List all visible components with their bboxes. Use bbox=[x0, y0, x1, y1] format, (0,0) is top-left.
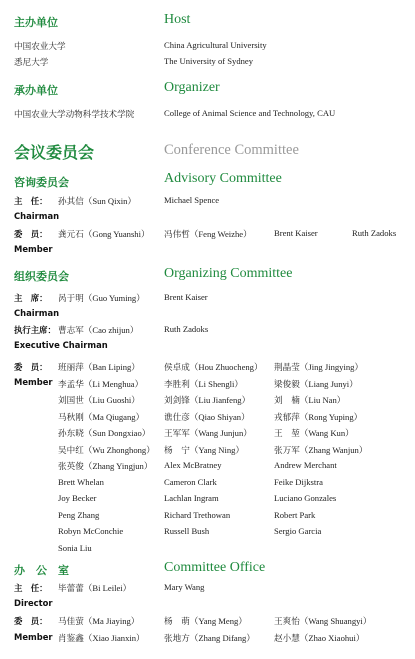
advisory-member: Brent Kaiser bbox=[274, 228, 318, 238]
organizing-exec-label: 执行主席： bbox=[14, 325, 56, 335]
office-director-en-name: Mary Wang bbox=[164, 582, 205, 592]
member-name: 梁俊毅（Liang Junyi） bbox=[274, 378, 358, 389]
organizing-chair-en-label: Chairman bbox=[14, 308, 60, 318]
advisory-chair-label: 主 任： bbox=[14, 196, 48, 206]
organizing-chair-label: 主 席： bbox=[14, 293, 48, 303]
organizing-exec-en-label: Executive Chairman bbox=[14, 340, 108, 350]
member-name: 张地方（Zhang Difang） bbox=[164, 633, 255, 643]
member-name: 荆晶莹（Jing Jingying） bbox=[274, 362, 364, 372]
organizing-member-en-label: Member bbox=[14, 377, 53, 387]
office-member-en-label: Member bbox=[14, 632, 53, 642]
organizer-item-cn: 中国农业大学动物科学技术学院 bbox=[14, 109, 135, 119]
member-name: 王军军（Wang Junjun） bbox=[164, 428, 252, 438]
member-name: 张万军（Zhang Wanjun） bbox=[274, 444, 368, 455]
member-name: Cameron Clark bbox=[164, 476, 217, 487]
member-name: 杨 萌（Yang Meng） bbox=[164, 616, 247, 626]
member-name: 肖鉴鑫（Xiao Jianxin） bbox=[58, 633, 145, 643]
advisory-member-en-label: Member bbox=[14, 244, 53, 254]
office-director-name: 毕蕾蕾（Bi Leilei） bbox=[58, 583, 132, 593]
committee-heading-en: Conference Committee bbox=[164, 142, 299, 158]
organizer-heading-en: Organizer bbox=[164, 80, 220, 95]
member-name: Brett Whelan bbox=[58, 476, 104, 487]
organizing-chair-name: 呙于明（Guo Yuming） bbox=[58, 293, 145, 303]
member-name: 王 堃（Wang Kun） bbox=[274, 428, 354, 438]
member-name: 刘国世（Liu Guoshi） bbox=[58, 395, 140, 405]
member-name: 吴中红（Wu Zhonghong） bbox=[58, 444, 155, 455]
member-name: Andrew Merchant bbox=[274, 460, 337, 470]
host-item-en: The University of Sydney bbox=[164, 56, 254, 66]
member-name: Joy Becker bbox=[58, 493, 97, 503]
advisory-chair-en-name: Michael Spence bbox=[164, 195, 220, 205]
host-item-en: China Agricultural University bbox=[164, 40, 267, 50]
member-name: 马佳萤（Ma Jiaying） bbox=[58, 616, 140, 626]
organizing-heading-cn: 组织委员会 bbox=[14, 270, 69, 283]
member-name: 班丽萍（Ban Liping） bbox=[58, 362, 140, 372]
office-member-label: 委 员： bbox=[14, 616, 48, 626]
office-heading-cn: 办 公 室 bbox=[14, 564, 69, 577]
committee-heading-cn: 会议委员会 bbox=[14, 143, 95, 162]
member-name: Lachlan Ingram bbox=[164, 493, 219, 503]
member-name: 刘剑锋（Liu Jianfeng） bbox=[164, 395, 251, 405]
member-name: 马秋刚（Ma Qiugang） bbox=[58, 411, 145, 422]
office-heading-en: Committee Office bbox=[164, 560, 266, 575]
member-name: Peng Zhang bbox=[58, 509, 100, 520]
member-name: 张英俊（Zhang Yingjun） bbox=[58, 461, 153, 471]
host-heading-cn: 主办单位 bbox=[14, 16, 58, 29]
advisory-heading-cn: 咨询委员会 bbox=[14, 176, 69, 189]
advisory-member: 冯伟哲（Feng Weizhe） bbox=[164, 229, 252, 239]
advisory-member-label: 委 员： bbox=[14, 229, 48, 239]
member-name: Feike Dijkstra bbox=[274, 476, 323, 487]
host-item-cn: 中国农业大学 bbox=[14, 41, 66, 51]
organizing-chair-en-name: Brent Kaiser bbox=[164, 292, 208, 302]
member-name: Robyn McConchie bbox=[58, 526, 124, 536]
advisory-chair-name: 孙其信（Sun Qixin） bbox=[58, 196, 137, 206]
host-heading-en: Host bbox=[164, 12, 191, 27]
advisory-heading-en: Advisory Committee bbox=[164, 171, 282, 186]
member-name: Sergio Garcia bbox=[274, 526, 322, 536]
host-item-cn: 悉尼大学 bbox=[14, 57, 49, 67]
member-name: 王爽怡（Wang Shuangyi） bbox=[274, 616, 372, 626]
member-name: Sonia Liu bbox=[58, 542, 92, 553]
member-name: 杨 宁（Yang Ning） bbox=[164, 444, 245, 455]
member-name: Robert Park bbox=[274, 509, 316, 520]
member-name: 孙东晓（Sun Dongxiao） bbox=[58, 428, 151, 438]
member-name: 李胜利（Li Shengli） bbox=[164, 378, 244, 389]
organizing-heading-en: Organizing Committee bbox=[164, 266, 293, 281]
member-name: Richard Trethowan bbox=[164, 509, 231, 520]
organizer-item-en: College of Animal Science and Technology, CAU bbox=[164, 108, 336, 118]
member-name: 戎郁萍（Rong Yuping） bbox=[274, 411, 363, 422]
office-director-label: 主 任： bbox=[14, 583, 48, 593]
organizer-heading-cn: 承办单位 bbox=[14, 84, 58, 97]
member-name: Alex McBratney bbox=[164, 460, 222, 470]
organizing-exec-en-name: Ruth Zadoks bbox=[164, 324, 209, 334]
member-name: 谯仕彦（Qiao Shiyan） bbox=[164, 411, 250, 422]
organizing-member-label: 委 员： bbox=[14, 362, 48, 372]
member-name: 赵小慧（Zhao Xiaohui） bbox=[274, 633, 365, 643]
office-director-en-label: Director bbox=[14, 598, 53, 608]
advisory-chair-en-label: Chairman bbox=[14, 211, 60, 221]
advisory-member: 龚元石（Gong Yuanshi） bbox=[58, 229, 150, 239]
member-name: Luciano Gonzales bbox=[274, 493, 337, 503]
advisory-member: Ruth Zadoks bbox=[352, 228, 397, 238]
organizing-exec-name: 曹志军（Cao zhijun） bbox=[58, 325, 139, 335]
member-name: Russell Bush bbox=[164, 526, 210, 536]
member-name: 侯卓成（Hou Zhuocheng） bbox=[164, 362, 263, 372]
member-name: 刘 楠（Liu Nan） bbox=[274, 395, 346, 405]
member-name: 李孟华（Li Menghua） bbox=[58, 378, 144, 389]
